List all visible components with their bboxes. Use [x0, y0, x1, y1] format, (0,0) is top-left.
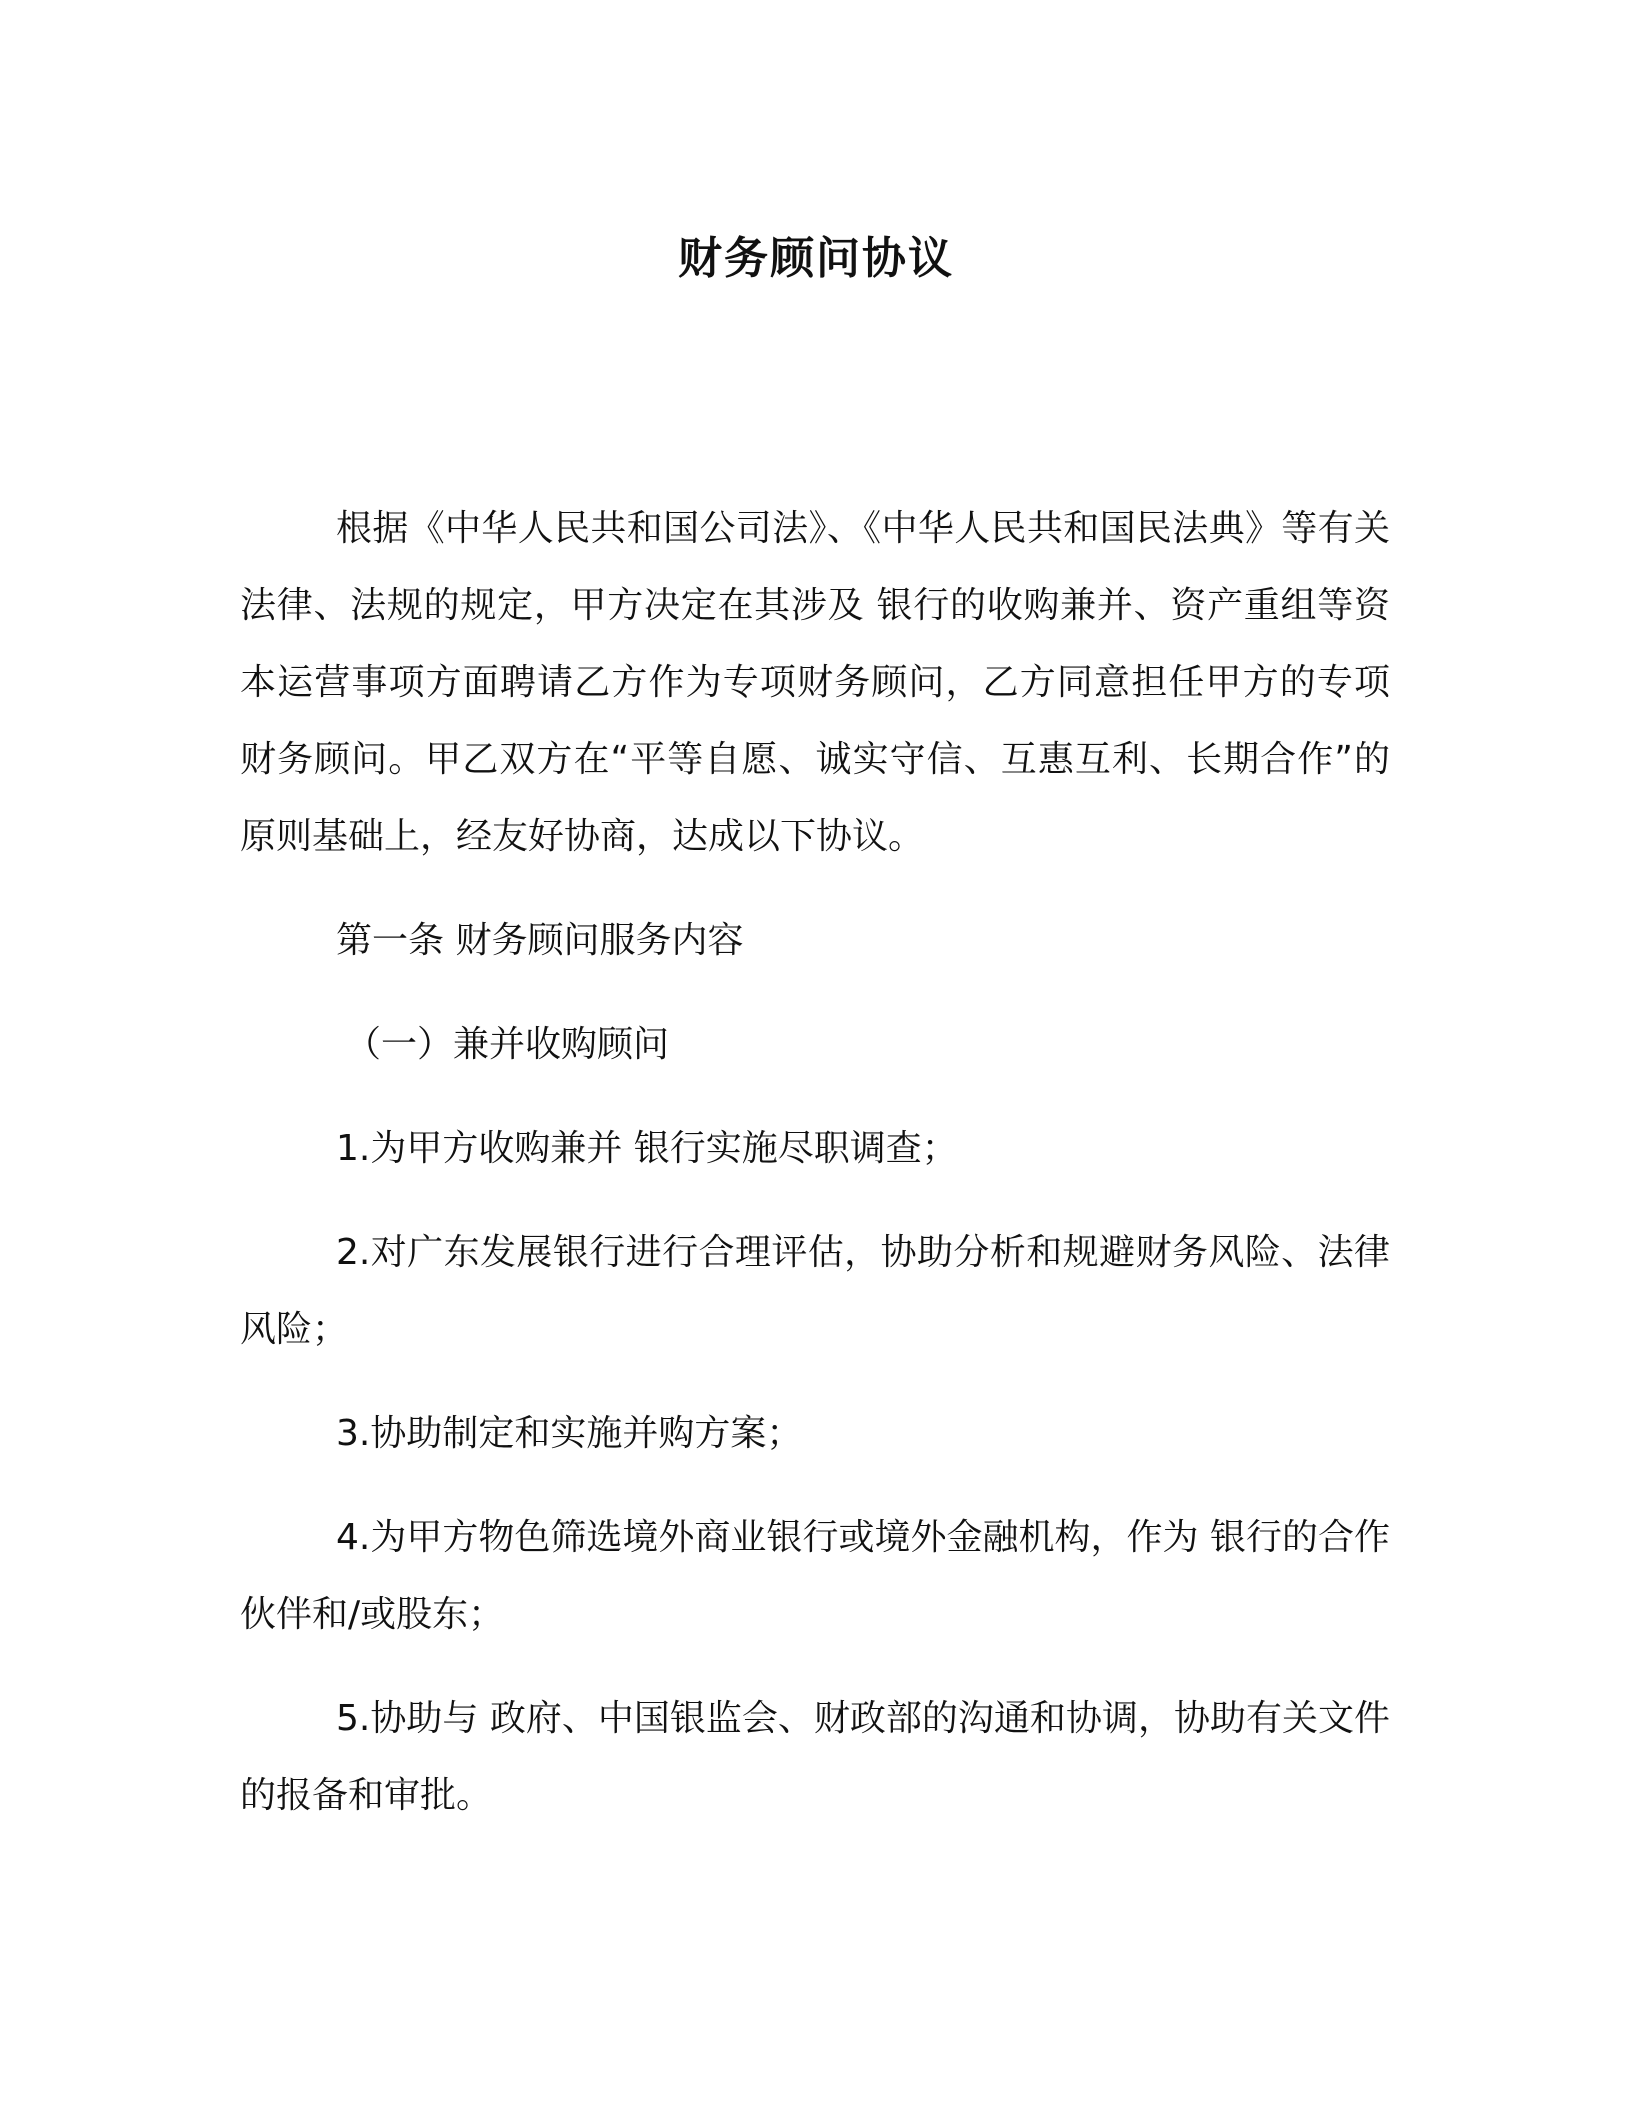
document-title: 财务顾问协议	[678, 233, 954, 284]
intro-paragraph: 根据《中华人民共和国公司法》、《中华人民共和国民法典》等有关法律、法规的规定，甲方决定在其涉及 银行的收购兼并、资产重组等资本运营事项方面聘请乙方作为专项财务顾问，乙方同意担任甲方的专项财务顾问。甲乙双方在“平等自愿、诚实守信、互惠互利、长期合作”的原则基础上，经友好协商，达成以下协议。	[240, 508, 1390, 857]
list-item: 1.为甲方收购兼并 银行实施尽职调查；	[336, 1128, 958, 1169]
list-item: 2.对广东发展银行进行合理评估，协助分析和规避财务风险、法律风险；	[240, 1232, 1390, 1350]
list-item: 3.协助制定和实施并购方案；	[336, 1413, 803, 1454]
list-item: 5.协助与 政府、中国银监会、财政部的沟通和协调，协助有关文件的报备和审批。	[240, 1698, 1390, 1816]
article-heading: 第一条 财务顾问服务内容	[336, 920, 744, 961]
list-item: 4.为甲方物色筛选境外商业银行或境外金融机构，作为 银行的合作伙伴和/或股东；	[240, 1517, 1390, 1635]
document-body	[240, 490, 1390, 1834]
section-heading: （一）兼并收购顾问	[345, 1024, 670, 1065]
